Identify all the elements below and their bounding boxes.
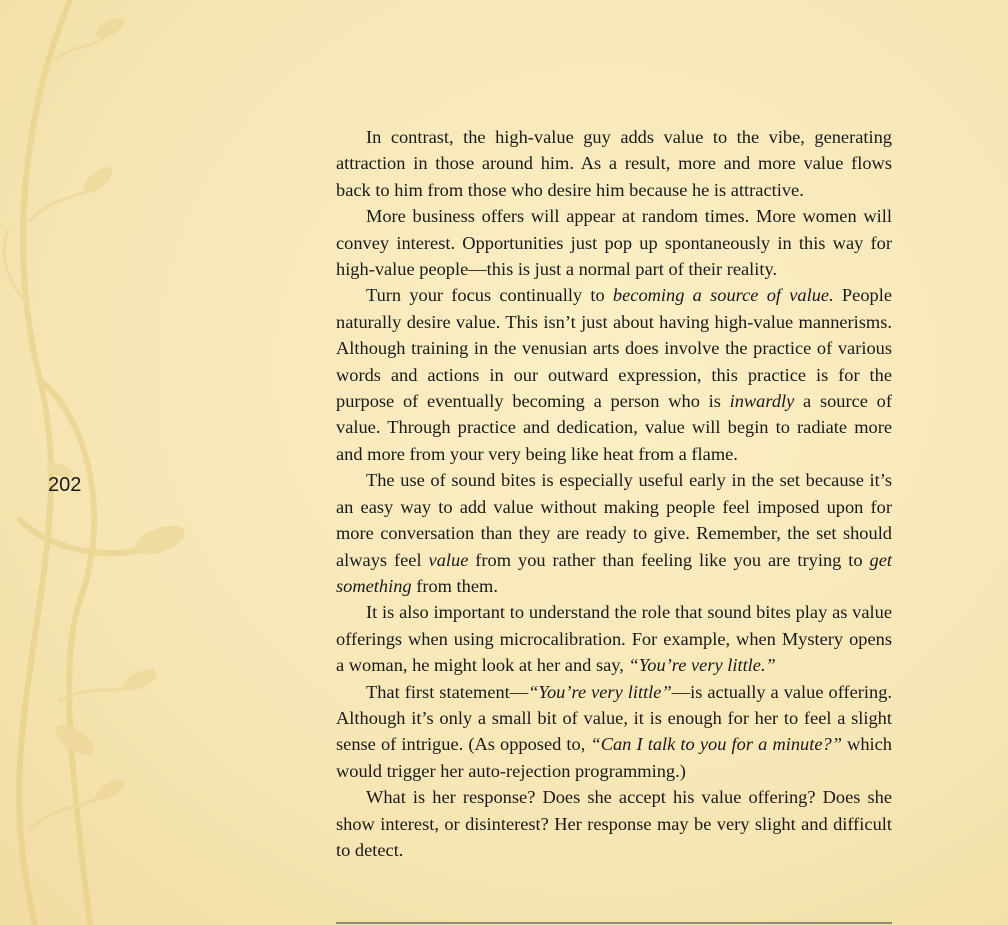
text-run: from them.	[411, 575, 498, 596]
text-run: More business offers will appear at random times. More women will convey interest. Opportunities just pop up spontaneously in this way for high-value people—this is just a normal part of their reality.	[336, 206, 892, 280]
text-run: What is her response? Does she accept his value offering? Does she show interest, or disinterest? Her response may be very slight and difficult to detect.	[336, 787, 892, 860]
text-run: That first statement—	[366, 681, 529, 702]
paragraph	[336, 203, 892, 282]
italic-text: get something	[336, 549, 893, 596]
page-number: 202	[48, 474, 82, 496]
paragraph	[336, 784, 892, 863]
italic-text: “Can I talk to you for a minute?”	[590, 734, 842, 755]
paragraph	[336, 679, 892, 785]
italic-text: “You’re very little”	[528, 681, 672, 702]
body-text	[336, 124, 892, 863]
paragraph	[336, 599, 892, 678]
italic-text: becoming a source of value.	[612, 285, 834, 306]
text-run: Turn your focus continually to	[366, 285, 613, 306]
text-run: from you rather than feeling like you are trying to	[468, 549, 870, 570]
text-run: a source of value. Through practice and dedication, value will begin to radiate more and more from your very being like heat from a flame.	[336, 391, 892, 464]
text-run: which would trigger her auto-rejection programming.)	[336, 734, 892, 781]
text-run: —is actually a value offering. Although it’s only a small bit of value, it is enough for her to feel a slight sense of intrigue. (As opposed to,	[336, 681, 893, 755]
vine-ornament	[0, 0, 240, 925]
text-run: People naturally desire value. This isn’t just about having high-value mannerisms. Although training in the venusian arts does involve the practice of various words and actions in our outward expression, this practice is for the purpose of eventually becoming a person who is	[336, 285, 892, 412]
paragraph	[336, 467, 892, 599]
text-run: The use of sound bites is especially useful early in the set because it’s an easy way to add value without making people feel imposed upon for more conversation than they are ready to give. Remember, the set should always feel	[336, 470, 892, 570]
text-run: In contrast, the high-value guy adds value to the vibe, generating attraction in those around him. As a result, more and more value flows back to him from those who desire him because he is attractive.	[336, 127, 892, 200]
paragraph	[336, 282, 892, 467]
italic-text: inwardly	[729, 391, 795, 412]
bottom-rule	[336, 922, 892, 924]
italic-text: value	[428, 549, 469, 570]
italic-text: “You’re very little.”	[628, 655, 776, 676]
paragraph	[336, 124, 892, 203]
text-run: It is also important to understand the role that sound bites play as value offerings when using microcalibration. For example, when Mystery opens a woman, he might look at her and say,	[336, 602, 892, 676]
